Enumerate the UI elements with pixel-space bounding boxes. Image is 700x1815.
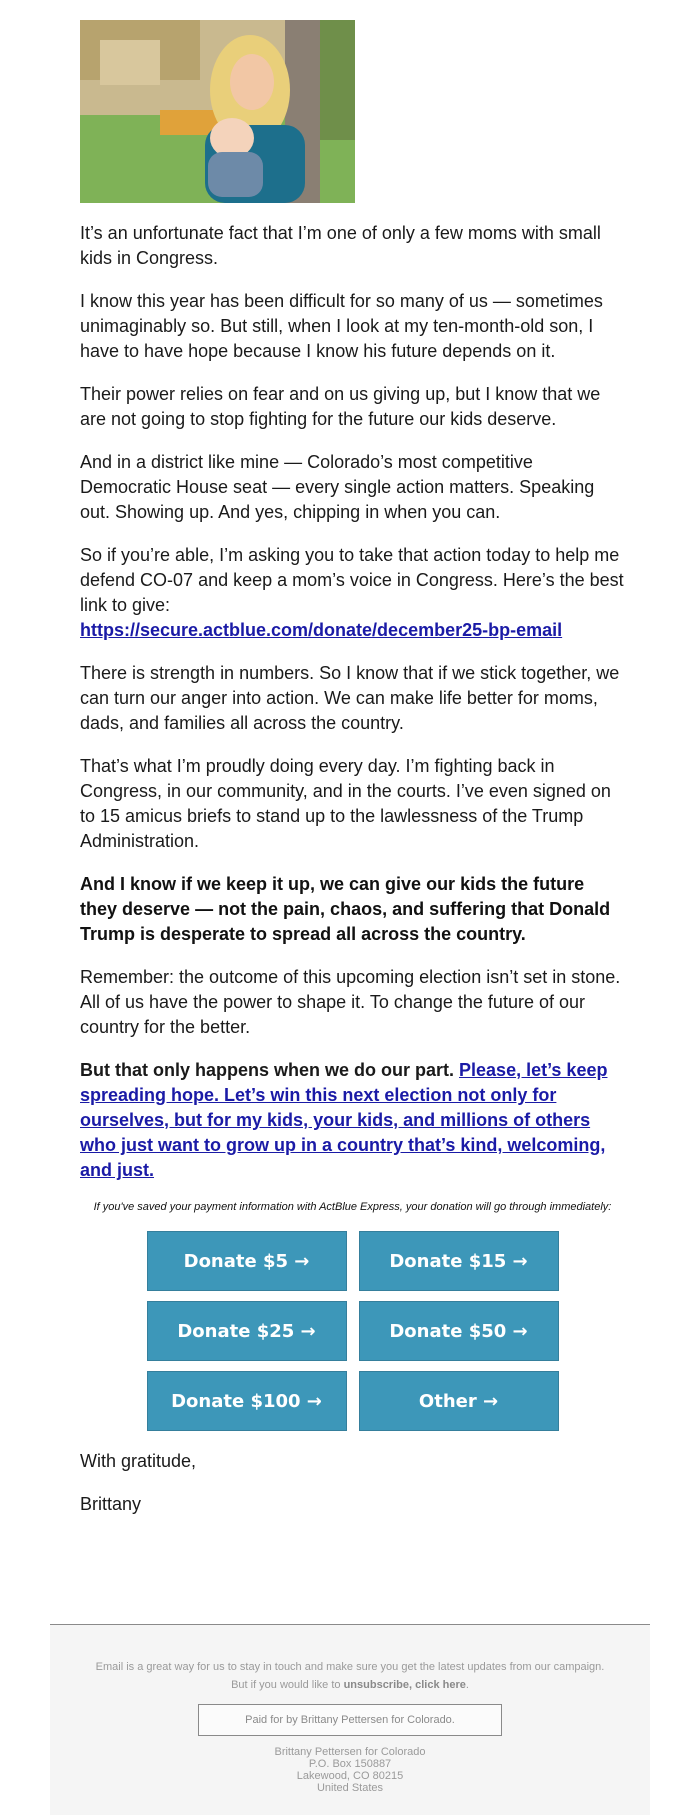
donate-15-button[interactable]: Donate $15 → [359, 1231, 559, 1291]
unsubscribe-link[interactable]: unsubscribe, click here [343, 1679, 466, 1691]
address-country: United States [316, 1782, 384, 1794]
footer-unsubscribe-line [50, 1676, 650, 1694]
donate-5-button[interactable]: Donate $5 → [147, 1231, 347, 1291]
donate-link[interactable]: https://secure.actblue.com/donate/december25-bp-email [80, 620, 563, 640]
footer-stay-in-touch: Email is a great way for us to stay in touch and make sure you get the latest updates from our campaign. [95, 1661, 605, 1673]
header-photo [80, 20, 355, 203]
paragraph-6: There is strength in numbers. So I know that if we stick together, we can turn our anger into action. We can make life better for moms, dads, and families all across the country. [80, 663, 620, 733]
footer [50, 1624, 650, 1815]
paragraph-5-text: So if you’re able, I’m asking you to take that action today to help me defend CO-07 and keep a mom’s voice in Congress. Here’s the best link to give: [80, 545, 624, 615]
address-name: Brittany Pettersen for Colorado [274, 1746, 426, 1758]
signature: Brittany [80, 1494, 142, 1514]
address-city: Lakewood, CO 80215 [296, 1770, 404, 1782]
mailing-address [50, 1746, 650, 1794]
paragraph-1: It’s an unfortunate fact that I’m one of only a few moms with small kids in Congress. [80, 223, 601, 268]
donate-25-button[interactable]: Donate $25 → [147, 1301, 347, 1361]
paragraph-3: Their power relies on fear and on us giving up, but I know that we are not going to stop fighting for the future our kids deserve. [80, 384, 601, 429]
footer-unsubscribe-prefix: But if you would like to [231, 1679, 344, 1691]
address-po-box: P.O. Box 150887 [308, 1758, 392, 1770]
footer-unsubscribe-suffix: . [465, 1679, 469, 1691]
paragraph-2: I know this year has been difficult for so many of us — sometimes unimaginably so. But still, when I look at my ten-month-old son, I have to have hope because I know his future depends on it. [80, 291, 603, 361]
donate-other-button[interactable]: Other → [359, 1371, 559, 1431]
spreading-hope-link[interactable]: Please, let’s keep spreading hope. Let’s win this next election not only for ourselves, but for my kids, your kids, and millions of others who just want to grow up in a country that’s kind, welcoming, and just. [80, 1060, 608, 1180]
donate-50-button[interactable]: Donate $50 → [359, 1301, 559, 1361]
paragraph-5 [80, 543, 625, 643]
donate-buttons [147, 1231, 559, 1431]
email-body [80, 20, 625, 1535]
actblue-express-note: If you've saved your payment information with ActBlue Express, your donation will go through immediately: [93, 1201, 612, 1213]
paragraph-8: And I know if we keep it up, we can give our kids the future they deserve — not the pain, chaos, and suffering that Donald Trump is desperate to spread all across the country. [80, 874, 611, 944]
paragraph-9: Remember: the outcome of this upcoming election isn’t set in stone. All of us have the power to shape it. To change the future of our country for the better. [80, 967, 621, 1037]
donate-100-button[interactable]: Donate $100 → [147, 1371, 347, 1431]
paragraph-10 [80, 1058, 625, 1183]
paragraph-10-text: But that only happens when we do our part. [80, 1060, 455, 1080]
paragraph-7: That’s what I’m proudly doing every day. I’m fighting back in Congress, in our community, and in the courts. I’ve even signed on to 15 amicus briefs to stand up to the lawlessness of the Trump Administration. [80, 756, 611, 851]
paragraph-4: And in a district like mine — Colorado’s most competitive Democratic House seat — every single action matters. Speaking out. Showing up. And yes, chipping in when you can. [80, 452, 595, 522]
paid-for-disclaimer: Paid for by Brittany Pettersen for Colorado. [198, 1704, 502, 1736]
signoff: With gratitude, [80, 1451, 197, 1471]
